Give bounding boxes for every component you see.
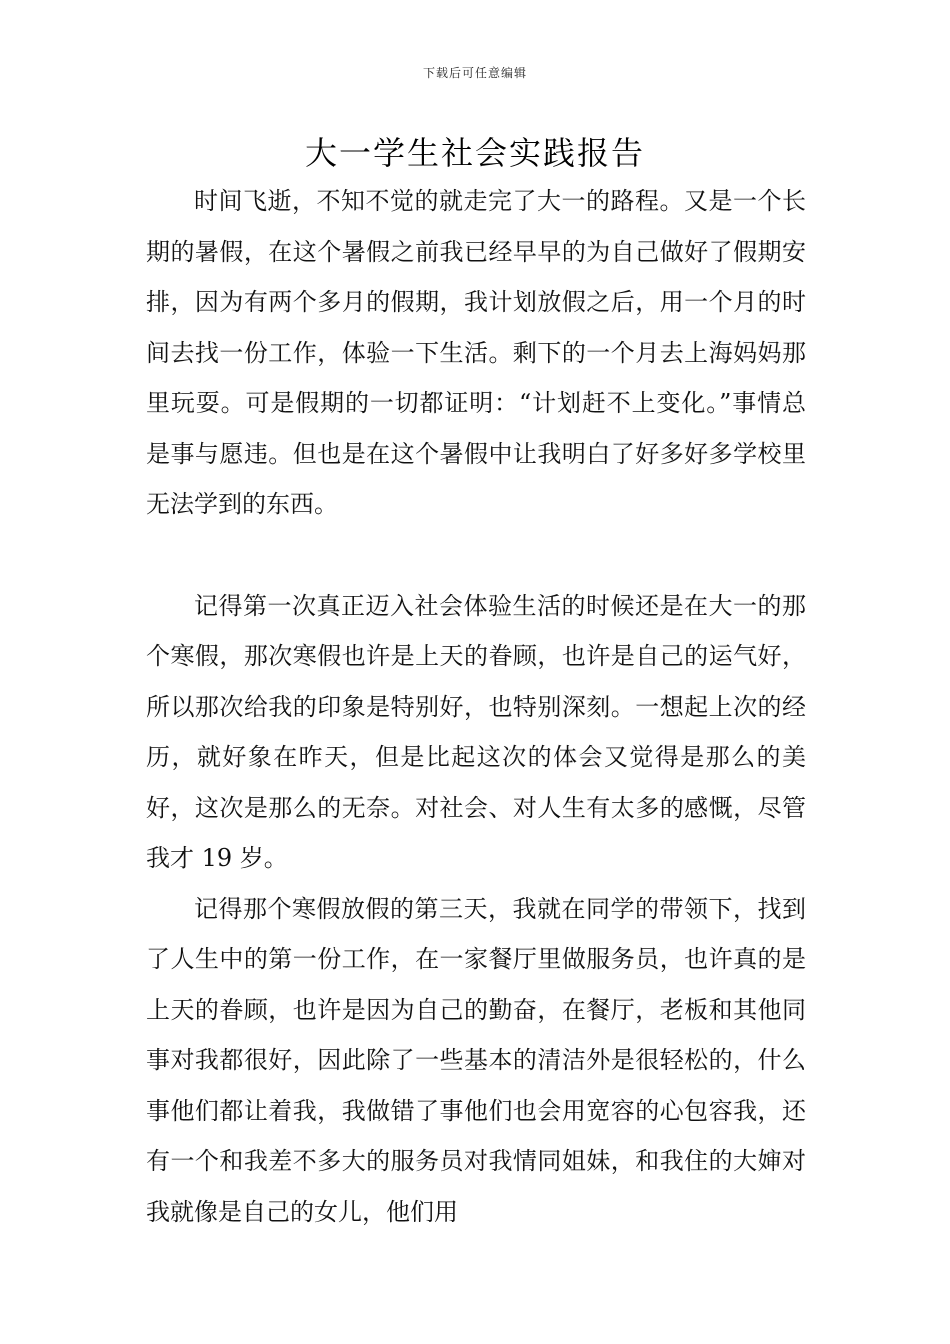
- header-note: 下载后可任意编辑: [422, 66, 527, 80]
- document-title: 大一学生社会实践报告: [304, 134, 645, 172]
- document-body: [146, 176, 806, 1237]
- paragraph-1: 时间飞逝，不知不觉的就走完了大一的路程。又是一个长期的暑假，在这个暑假之前我已经早早的为自己做好了假期安排，因为有两个多月的假期，我计划放假之后，用一个月的时间去找一份工作，体验一下生活。剩下的一个月去上海妈妈那里玩耍。可是假期的一切都证明：“计划赶不上变化。”事情总是事与愿违。但也是在这个暑假中让我明白了好多好多学校里无法学到的东西。: [146, 187, 806, 518]
- paragraph-3: 记得那个寒假放假的第三天，我就在同学的带领下，找到了人生中的第一份工作，在一家餐厅里做服务员，也许真的是上天的眷顾，也许是因为自己的勤奋，在餐厅，老板和其他同事对我都很好，因此除了一些基本的清洁外是很轻松的，什么事他们都让着我，我做错了事他们也会用宽容的心包容我，还有一个和我差不多大的服务员对我情同姐妹，和我住的大婶对我就像是自己的女儿，他们用: [146, 894, 806, 1226]
- paragraph-2: 记得第一次真正迈入社会体验生活的时候还是在大一的那个寒假，那次寒假也许是上天的眷顾，也许是自己的运气好，所以那次给我的印象是特别好，也特别深刻。一想起上次的经历，就好象在昨天，但是比起这次的体会又觉得是那么的美好，这次是那么的无奈。对社会、对人生有太多的感慨，尽管我才 19 岁。: [146, 591, 806, 872]
